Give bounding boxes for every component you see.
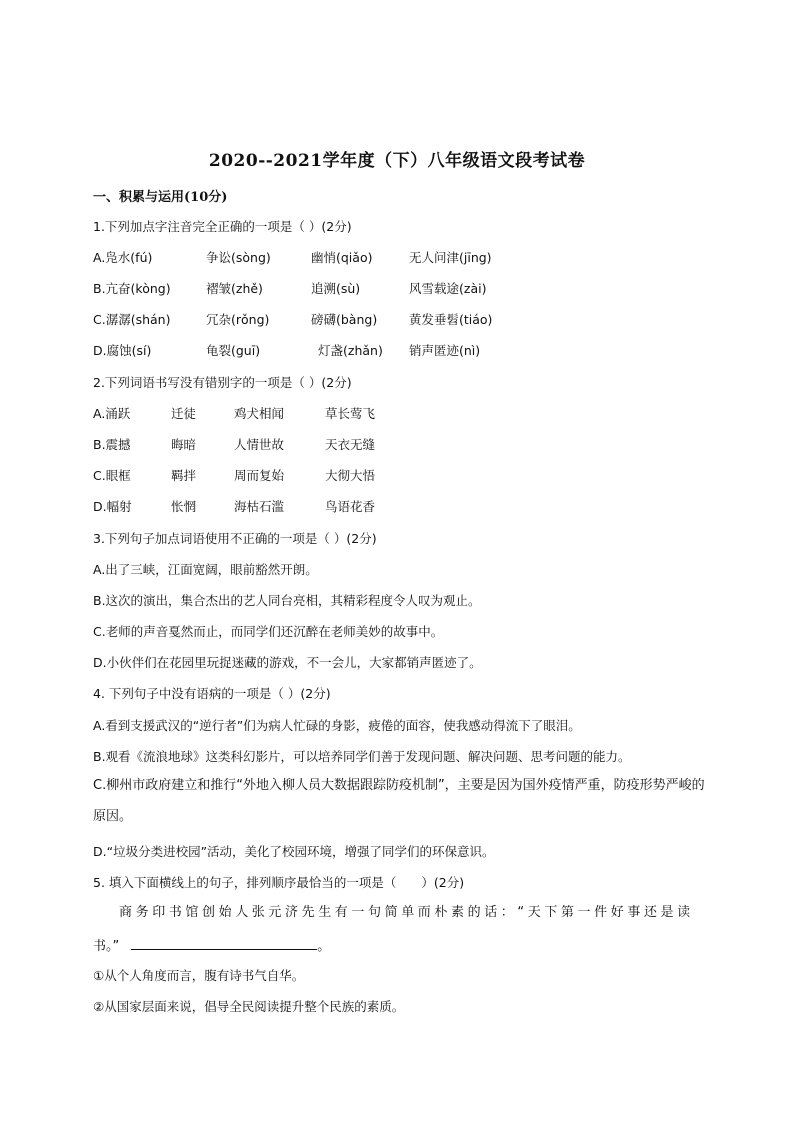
option: 羁拌 xyxy=(171,468,197,483)
option: C.柳州市政府建立和推行“外地入柳人员大数据跟踪防疫机制”，主要是因为国外疫情严重，防疫形势严峻的原因。 xyxy=(93,778,705,824)
option: C.潺潺(shán) xyxy=(93,312,171,327)
option: 鸡犬相闻 xyxy=(234,406,285,421)
option: C.眼框 xyxy=(93,468,131,483)
option: 褶皱(zhě) xyxy=(206,281,263,296)
option: B.震撼 xyxy=(93,437,131,452)
section-heading: 一、积累与运用(10分) xyxy=(93,190,228,205)
option: D.腐蚀(sí) xyxy=(93,343,152,358)
question-5-passage-end xyxy=(93,935,330,954)
option: 争讼(sòng) xyxy=(206,250,271,265)
option: 追溯(sù) xyxy=(311,281,361,296)
option: 迁徒 xyxy=(171,406,197,421)
option: D.“垃圾分类进校园”活动，美化了校园环境，增强了同学们的环保意识。 xyxy=(93,844,495,859)
question-2-stem: 2.下列词语书写没有错别字的一项是（ ）(2分) xyxy=(93,375,352,390)
option: 黄发垂髫(tiáo) xyxy=(409,312,493,327)
option: 灯盏(zhǎn) xyxy=(318,343,383,358)
option: D.幅射 xyxy=(93,499,132,514)
option: A.涌跃 xyxy=(93,406,131,421)
option: A.出了三峡，江面宽阔，眼前豁然开朗。 xyxy=(93,562,318,577)
option: D.小伙伴们在花园里玩捉迷藏的游戏，不一会儿，大家都销声匿迹了。 xyxy=(93,655,482,670)
option: 草长莺飞 xyxy=(325,406,376,421)
option: B.观看《流浪地球》这类科幻影片，可以培养同学们善于发现问题、解决问题、思考问题的能力。 xyxy=(93,749,631,764)
option: 人情世故 xyxy=(234,437,285,452)
option: 鸟语花香 xyxy=(325,499,376,514)
question-3-stem: 3.下列句子加点词语使用不正确的一项是（ ）(2分) xyxy=(93,531,377,546)
option: 销声匿迹(nì) xyxy=(409,343,481,358)
question-5-passage: 商务印书馆创始人张元济先生有一句简单而朴素的话：“天下第一件好事还是读 xyxy=(119,905,694,920)
page-title: 2020--2021学年度（下）八年级语文段考试卷 xyxy=(208,151,586,171)
option: 天衣无缝 xyxy=(325,437,376,452)
option: 幽悄(qiǎo) xyxy=(311,250,373,265)
option: 磅礴(bàng) xyxy=(311,312,378,327)
option: 风雪载途(zài) xyxy=(409,281,487,296)
option: 晦暗 xyxy=(171,437,197,452)
list-item: ①从个人角度而言，腹有诗书气自华。 xyxy=(93,968,305,983)
option: A.凫水(fú) xyxy=(93,250,153,265)
option: 冗杂(rǒng) xyxy=(206,312,270,327)
option: 无人问津(jīng) xyxy=(409,250,492,265)
option: B.这次的演出，集合杰出的艺人同台亮相，其精彩程度令人叹为观止。 xyxy=(93,593,481,608)
question-1-stem: 1.下列加点字注音完全正确的一项是（ ）(2分) xyxy=(93,219,352,234)
answer-blank xyxy=(131,937,317,950)
option: 海枯石滥 xyxy=(234,499,285,514)
passage-end-mark: 。 xyxy=(317,939,331,954)
question-5-stem: 5. 填入下面横线上的句子，排列顺序最恰当的一项是（ ）(2分) xyxy=(93,875,465,890)
question-4-stem: 4. 下列句子中没有语病的一项是（ ）(2分) xyxy=(93,686,331,701)
option: 怅惘 xyxy=(171,499,197,514)
option: 大彻大悟 xyxy=(325,468,376,483)
list-item: ②从国家层面来说，倡导全民阅读提升整个民族的素质。 xyxy=(93,999,405,1014)
option: 周而复始 xyxy=(234,468,285,483)
option: A.看到支援武汉的“逆行者”们为病人忙碌的身影，疲倦的面容，使我感动得流下了眼泪。 xyxy=(93,718,581,733)
option: C.老师的声音戛然而止，而同学们还沉醉在老师美妙的故事中。 xyxy=(93,624,444,639)
passage-tail: 书。” xyxy=(93,939,120,954)
option: 龟裂(guī) xyxy=(206,343,261,358)
option: B.亢奋(kòng) xyxy=(93,281,171,296)
